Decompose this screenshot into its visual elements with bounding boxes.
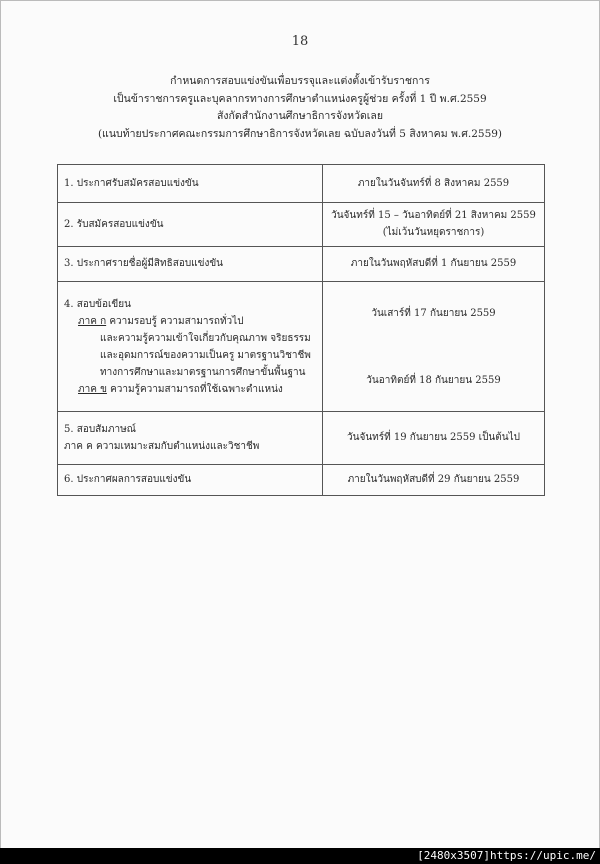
table-row — [58, 246, 545, 282]
row-3-date: ภายในวันพฤหัสบดีที่ 1 กันยายน 2559 — [323, 246, 545, 282]
row-2-item: 2. รับสมัครสอบแข่งขัน — [58, 202, 323, 246]
row-5-item: 5. สอบสัมภาษณ์ ภาค ค ความเหมาะสมกับตำแหน่งและวิชาชีพ — [58, 412, 323, 464]
row-5-date: วันจันทร์ที่ 19 กันยายน 2559 เป็นต้นไป — [323, 412, 545, 464]
row-1-item: 1. ประกาศรับสมัครสอบแข่งขัน — [58, 165, 323, 203]
exam-schedule-table — [57, 164, 545, 496]
row-3-item: 3. ประกาศรายชื่อผู้มีสิทธิสอบแข่งขัน — [58, 246, 323, 282]
page-number: 18 — [291, 34, 309, 49]
row-2-date: วันจันทร์ที่ 15 – วันอาทิตย์ที่ 21 สิงหาคม 2559 (ไม่เว้นวันหยุดราชการ) — [323, 202, 545, 246]
row-4-date: วันเสาร์ที่ 17 กันยายน 2559 วันอาทิตย์ที่ 18 กันยายน 2559 — [323, 282, 545, 412]
header-line-4: (แนบท้ายประกาศคณะกรรมการศึกษาธิการจังหวัดเลย ฉบับลงวันที่ 5 สิงหาคม พ.ศ.2559) — [97, 127, 503, 140]
header-line-3: สังกัดสำนักงานศึกษาธิการจังหวัดเลย — [217, 110, 383, 122]
table-row — [58, 165, 545, 203]
document-header — [1, 73, 599, 143]
header-line-2: เป็นข้าราชการครูและบุคลากรทางการศึกษาตำแหน่งครูผู้ช่วย ครั้งที่ 1 ปี พ.ศ.2559 — [113, 92, 487, 105]
row-6-item: 6. ประกาศผลการสอบแข่งขัน — [58, 464, 323, 495]
header-line-1: กำหนดการสอบแข่งขันเพื่อบรรจุและแต่งตั้งเข้ารับราชการ — [170, 75, 430, 87]
table-row — [58, 202, 545, 246]
row-1-date: ภายในวันจันทร์ที่ 8 สิงหาคม 2559 — [323, 165, 545, 203]
table-row — [58, 464, 545, 495]
row-4-item: 4. สอบข้อเขียน ภาค ก ความรอบรู้ ความสามารถทั่วไป และความรู้ความเข้าใจเกี่ยวกับคุณภาพ จริยธรรม และอุดมการณ์ของความเป็นครู มาตรฐานวิชาชีพ ทางการศึกษาและมาตรฐานการศึกษาขั้นพื้นฐาน ภาค ข ความรู้ความสามารถที่ใช้เฉพาะตำแหน่ง — [58, 282, 323, 412]
table-row — [58, 282, 545, 412]
row-6-date: ภายในวันพฤหัสบดีที่ 29 กันยายน 2559 — [323, 464, 545, 495]
source-watermark: [2480x3507]https://upic.me/ — [417, 849, 596, 862]
table-row — [58, 412, 545, 464]
